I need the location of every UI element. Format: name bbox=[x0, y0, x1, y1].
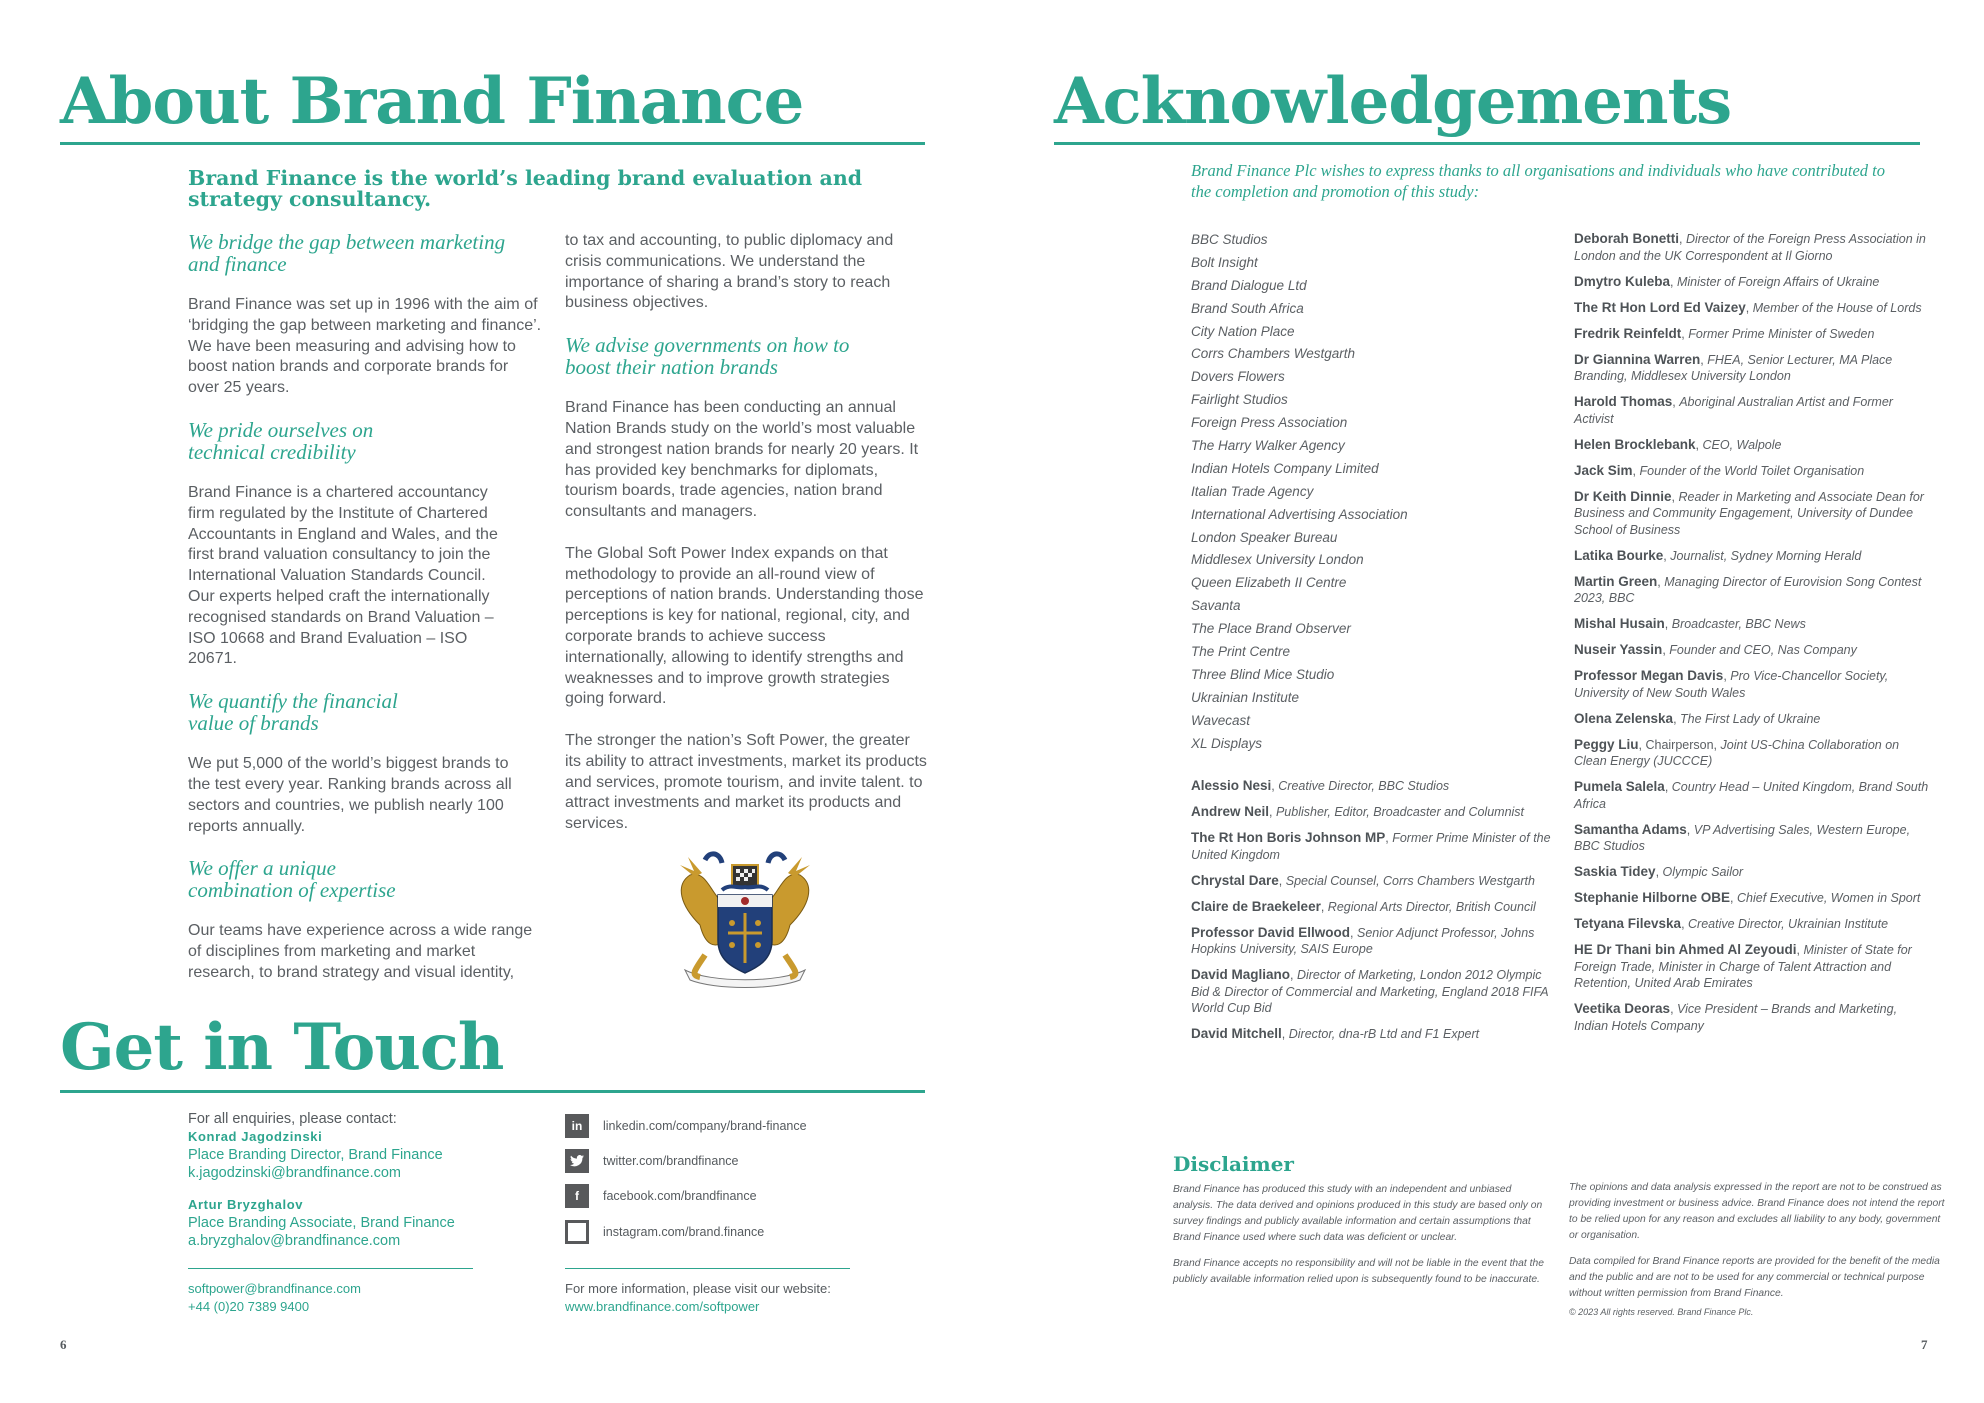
person-role: Director, dna-rB Ltd and F1 Expert bbox=[1288, 1027, 1480, 1041]
person-role: Country Head – United Kingdom, Brand South Africa bbox=[1574, 780, 1929, 811]
contact-divider bbox=[188, 1268, 473, 1269]
person-role: Member of the House of Lords bbox=[1752, 300, 1922, 315]
person-name: Chrystal Dare bbox=[1191, 872, 1279, 888]
person-name: Latika Bourke bbox=[1574, 547, 1664, 563]
person-entry: The Rt Hon Lord Ed Vaizey, Member of the House of Lords bbox=[1574, 299, 1922, 315]
contact-email-link[interactable]: a.bryzghalov@brandfinance.com bbox=[188, 1233, 401, 1249]
person-name: Dmytro Kuleba bbox=[1574, 273, 1671, 289]
person-entry: Olena Zelenska, The First Lady of Ukraine bbox=[1574, 710, 1821, 726]
person-name: Claire de Braekeleer bbox=[1191, 898, 1321, 914]
person-entry: David Mitchell, Director, dna-rB Ltd and F1 Expert bbox=[1191, 1026, 1480, 1041]
social-link-facebook[interactable] bbox=[565, 1184, 757, 1208]
person-role: Founder and CEO, Nas Company bbox=[1669, 643, 1857, 657]
person-entry: Fredrik Reinfeldt, Former Prime Minister of Sweden bbox=[1574, 325, 1875, 341]
person-entry: The Rt Hon Boris Johnson MP, Former Prime Minister of the United Kingdom bbox=[1191, 830, 1551, 862]
person-name: Nuseir Yassin bbox=[1574, 642, 1663, 657]
disclaimer-column-1 bbox=[1173, 1182, 1553, 1298]
organisation-item: International Advertising Association bbox=[1191, 506, 1408, 522]
person-role: Former Prime Minister of Sweden bbox=[1688, 326, 1875, 341]
section-body: The stronger the nation’s Soft Power, the greater its ability to attract investments, market its products and services, promote tourism, and invite talent. to attract investments and market its products and services. bbox=[565, 731, 927, 833]
person-entry: Peggy Liu, Chairperson, Joint US-China Collaboration on Clean Energy (JUCCCE) bbox=[1574, 736, 1900, 768]
person-role: Senior Adjunct Professor, Johns Hopkins University, SAIS Europe bbox=[1191, 925, 1535, 956]
person-name: Professor David Ellwood bbox=[1191, 924, 1351, 940]
person-role-plain: Chairperson, bbox=[1645, 737, 1718, 752]
person-name: Martin Green bbox=[1574, 573, 1658, 589]
person-role: Joint US-China Collaboration on Clean Energy (JUCCCE) bbox=[1574, 737, 1900, 768]
person-name: Veetika Deoras bbox=[1574, 1001, 1671, 1016]
about-column-1 bbox=[188, 231, 543, 984]
organisation-item: Ukrainian Institute bbox=[1191, 689, 1300, 705]
more-info-text: For more information, please visit our website: bbox=[565, 1281, 831, 1296]
person-entry: Jack Sim, Founder of the World Toilet Organisation bbox=[1574, 462, 1865, 478]
about-title: About Brand Finance bbox=[60, 64, 804, 139]
person-role: Director of the Foreign Press Association in London and the UK Correspondent at Il Giorno bbox=[1574, 232, 1926, 263]
social-link-twitter[interactable] bbox=[565, 1149, 739, 1173]
person-entry: Dr Keith Dinnie, Reader in Marketing and Associate Dean for Business and Community Engagement, University of Dundee School of Business bbox=[1574, 488, 1924, 537]
phone-number: +44 (0)20 7389 9400 bbox=[188, 1299, 310, 1314]
organisation-item: Bolt Insight bbox=[1191, 254, 1258, 270]
organisation-item: City Nation Place bbox=[1191, 323, 1295, 339]
organisation-item: Brand South Africa bbox=[1191, 300, 1304, 316]
organisation-item: Fairlight Studios bbox=[1191, 392, 1288, 408]
person-role: Reader in Marketing and Associate Dean for Business and Community Engagement, University of Dundee School of Business bbox=[1574, 489, 1924, 537]
person-role: CEO, Walpole bbox=[1702, 437, 1782, 452]
person-entry: Chrystal Dare, Special Counsel, Corrs Chambers Westgarth bbox=[1191, 872, 1535, 888]
person-entry: Professor Megan Davis, Pro Vice-Chancellor Society, University of New South Wales bbox=[1574, 668, 1889, 700]
person-role: Managing Director of Eurovision Song Contest 2023, BBC bbox=[1574, 574, 1922, 605]
person-entry: Stephanie Hilborne OBE, Chief Executive, Women in Sport bbox=[1574, 890, 1921, 905]
disclaimer-paragraph: Data compiled for Brand Finance reports are provided for the benefit of the media and the public and are not to be used for any commercial or technical purpose without written permission from Brand Finance. bbox=[1569, 1256, 1940, 1299]
person-entry: Tetyana Filevska, Creative Director, Ukrainian Institute bbox=[1574, 916, 1889, 931]
disclaimer-paragraph: Brand Finance has produced this study with an independent and unbiased analysis. The data derived and opinions produced in this study are based only on survey findings and publicly available information and certain assumptions that Brand Finance used where such data was deficient or unclear. bbox=[1173, 1184, 1543, 1243]
person-role: Chief Executive, Women in Sport bbox=[1736, 891, 1921, 905]
person-role: Creative Director, Ukrainian Institute bbox=[1688, 917, 1889, 931]
person-entry: Veetika Deoras, Vice President – Brands and Marketing, Indian Hotels Company bbox=[1574, 1001, 1898, 1033]
person-role: Pro Vice-Chancellor Society, University of New South Wales bbox=[1574, 669, 1889, 700]
person-entry: Alessio Nesi, Creative Director, BBC Studios bbox=[1191, 778, 1450, 793]
person-entry: Harold Thomas, Aboriginal Australian Artist and Former Activist bbox=[1574, 394, 1893, 426]
person-entry: Samantha Adams, VP Advertising Sales, Western Europe, BBC Studios bbox=[1574, 821, 1911, 853]
social-link-linkedin[interactable] bbox=[565, 1114, 807, 1138]
section-body: Brand Finance is a chartered accountancy firm regulated by the Institute of Chartered Accountants in England and Wales, and the first brand valuation consultancy to join the International Valuation Standards Council. Our experts helped craft the internationally recognised standards on Brand Valuation – ISO 10668 and Brand Evaluation – ISO 20671. bbox=[188, 483, 498, 668]
organisation-item: Foreign Press Association bbox=[1191, 415, 1348, 431]
contact-intro: For all enquiries, please contact: bbox=[188, 1111, 397, 1127]
person-name: David Magliano bbox=[1191, 967, 1291, 982]
person-role: Publisher, Editor, Broadcaster and Columnist bbox=[1275, 805, 1525, 819]
person-role: Minister of State for Foreign Trade, Minister in Charge of Talent Attraction and Retention, United Arab Emirates bbox=[1574, 943, 1912, 990]
facebook-icon: f bbox=[565, 1184, 589, 1208]
person-name: Pumela Salela bbox=[1574, 779, 1665, 794]
section-body: Our teams have experience across a wide range of disciplines from marketing and market research, to brand strategy and visual identity, bbox=[188, 922, 533, 981]
acknowledgements-rule bbox=[1054, 142, 1920, 145]
copyright: © 2023 All rights reserved. Brand Finance Plc. bbox=[1569, 1307, 1754, 1317]
organisations-list bbox=[1191, 229, 1551, 755]
person-entry: Martin Green, Managing Director of Eurovision Song Contest 2023, BBC bbox=[1574, 573, 1922, 605]
person-role: Journalist, Sydney Morning Herald bbox=[1670, 548, 1862, 563]
contact-rule bbox=[60, 1090, 925, 1093]
lead-statement: Brand Finance is the world’s leading brand evaluation and strategy consultancy. bbox=[188, 166, 863, 211]
person-name: Dr Giannina Warren bbox=[1574, 351, 1701, 367]
acknowledgements-title: Acknowledgements bbox=[1054, 64, 1732, 139]
person-entry: Dmytro Kuleba, Minister of Foreign Affairs of Ukraine bbox=[1574, 273, 1880, 289]
section-body: Brand Finance has been conducting an annual Nation Brands study on the world’s most valuable and strongest nation brands for nearly 20 years. It has provided key benchmarks for diplomats, tourism boards, trade agencies, nation brand consultants and managers. bbox=[565, 399, 919, 521]
person-name: Dr Keith Dinnie bbox=[1574, 488, 1672, 504]
person-role: Founder of the World Toilet Organisation bbox=[1639, 463, 1865, 478]
website-block bbox=[565, 1280, 831, 1316]
organisation-item: Corrs Chambers Westgarth bbox=[1191, 346, 1356, 362]
person-name: Helen Brocklebank bbox=[1574, 436, 1696, 452]
organisation-item: London Speaker Bureau bbox=[1191, 529, 1338, 545]
person-entry: Andrew Neil, Publisher, Editor, Broadcaster and Columnist bbox=[1191, 804, 1525, 819]
person-name: Professor Megan Davis bbox=[1574, 668, 1724, 683]
organisation-item: Dovers Flowers bbox=[1191, 369, 1285, 385]
person-name: Mishal Husain bbox=[1574, 616, 1665, 631]
person-role: Minister of Foreign Affairs of Ukraine bbox=[1676, 274, 1880, 289]
section-body: We put 5,000 of the world’s biggest brands to the test every year. Ranking brands across all sectors and countries, we publish nearly 100 reports annually. bbox=[188, 755, 512, 835]
disclaimer-paragraph: Brand Finance accepts no responsibility and will not be liable in the event that the publicly available information relied upon is subsequently found to be inaccurate. bbox=[1173, 1258, 1544, 1285]
page-number-left: 6 bbox=[60, 1337, 67, 1352]
organisation-item: XL Displays bbox=[1191, 735, 1263, 751]
contact-name: Konrad Jagodzinski bbox=[188, 1129, 323, 1144]
person-name: David Mitchell bbox=[1191, 1026, 1282, 1041]
person-role: Director of Marketing, London 2012 Olympic Bid & Director of Commercial and Marketing, England 2018 FIFA World Cup Bid bbox=[1191, 968, 1549, 1015]
organisation-item: Wavecast bbox=[1191, 712, 1251, 728]
social-link-text: twitter.com/brandfinance bbox=[603, 1154, 739, 1168]
about-column-2 bbox=[565, 231, 927, 835]
person-name: Stephanie Hilborne OBE bbox=[1574, 890, 1731, 905]
person-entry: Latika Bourke, Journalist, Sydney Morning Herald bbox=[1574, 547, 1862, 563]
continued-body: to tax and accounting, to public diplomacy and crisis communications. We understand the importance of sharing a brand’s story to reach business objectives. bbox=[565, 232, 894, 312]
instagram-icon bbox=[565, 1220, 589, 1244]
organisation-item: The Place Brand Observer bbox=[1191, 621, 1351, 637]
person-name: Harold Thomas bbox=[1574, 394, 1673, 409]
person-name: Olena Zelenska bbox=[1574, 710, 1674, 726]
social-link-text: facebook.com/brandfinance bbox=[603, 1189, 757, 1203]
person-name: Andrew Neil bbox=[1191, 804, 1270, 819]
acknowledgements-intro: Brand Finance Plc wishes to express thanks to all organisations and individuals who have contributed to the completion and promotion of this study: bbox=[1191, 161, 1886, 201]
section-heading: We advise governments on how to boost their nation brands bbox=[565, 333, 850, 380]
person-entry: Saskia Tidey, Olympic Sailor bbox=[1574, 864, 1744, 879]
person-role: Olympic Sailor bbox=[1662, 865, 1744, 879]
person-name: Peggy Liu bbox=[1574, 736, 1639, 752]
person-name: Jack Sim bbox=[1574, 462, 1633, 478]
section-heading: We pride ourselves on technical credibility bbox=[188, 417, 374, 464]
person-role: VP Advertising Sales, Western Europe, BBC Studios bbox=[1574, 822, 1911, 853]
section-heading: We offer a unique combination of expertise bbox=[188, 856, 396, 903]
section-heading: We quantify the financial value of brands bbox=[188, 689, 398, 736]
person-name: Saskia Tidey bbox=[1574, 864, 1656, 879]
organisation-item: Brand Dialogue Ltd bbox=[1191, 277, 1307, 293]
person-entry: Helen Brocklebank, CEO, Walpole bbox=[1574, 436, 1782, 452]
person-role: Creative Director, BBC Studios bbox=[1278, 779, 1450, 793]
social-link-text: instagram.com/brand.finance bbox=[603, 1225, 765, 1239]
person-name: HE Dr Thani bin Ahmed Al Zeyoudi bbox=[1574, 942, 1797, 957]
person-entry: David Magliano, Director of Marketing, London 2012 Olympic Bid & Director of Commercial and Marketing, England 2018 FIFA World Cup Bid bbox=[1191, 967, 1549, 1015]
website-divider bbox=[565, 1268, 850, 1269]
person-entry: Professor David Ellwood, Senior Adjunct Professor, Johns Hopkins University, SAIS Europe bbox=[1191, 924, 1535, 956]
person-name: Samantha Adams bbox=[1574, 821, 1687, 837]
contact-block bbox=[188, 1110, 488, 1250]
person-name: The Rt Hon Boris Johnson MP bbox=[1191, 830, 1386, 845]
organisation-item: The Harry Walker Agency bbox=[1191, 438, 1345, 454]
person-entry: Deborah Bonetti, Director of the Foreign Press Association in London and the UK Correspondent at Il Giorno bbox=[1574, 231, 1926, 263]
person-role: FHEA, Senior Lecturer, MA Place Branding, Middlesex University London bbox=[1574, 352, 1893, 383]
organisation-item: Indian Hotels Company Limited bbox=[1191, 460, 1379, 476]
organisation-item: Three Blind Mice Studio bbox=[1191, 666, 1335, 682]
person-name: The Rt Hon Lord Ed Vaizey bbox=[1574, 299, 1746, 315]
person-role: Former Prime Minister of the United Kingdom bbox=[1191, 831, 1551, 862]
contact-title: Get in Touch bbox=[60, 1010, 504, 1085]
website-link[interactable]: www.brandfinance.com/softpower bbox=[565, 1299, 760, 1314]
title-rule bbox=[60, 142, 925, 145]
contact-name: Artur Bryzghalov bbox=[188, 1197, 304, 1212]
organisation-item: The Print Centre bbox=[1191, 644, 1291, 660]
social-link-text: linkedin.com/company/brand-finance bbox=[603, 1119, 807, 1133]
person-role: The First Lady of Ukraine bbox=[1680, 711, 1821, 726]
organisation-item: Italian Trade Agency bbox=[1191, 483, 1314, 499]
section-body: Brand Finance was set up in 1996 with the aim of ‘bridging the gap between marketing and finance’. We have been measuring and advising how to boost nation brands and corporate brands for over 25 years. bbox=[188, 296, 542, 397]
person-role: Regional Arts Director, British Council bbox=[1327, 899, 1536, 914]
disclaimer-title: Disclaimer bbox=[1173, 1152, 1294, 1176]
person-role: Vice President – Brands and Marketing, Indian Hotels Company bbox=[1574, 1002, 1898, 1033]
person-role: Aboriginal Australian Artist and Former Activist bbox=[1574, 395, 1893, 426]
organisation-item: Savanta bbox=[1191, 598, 1241, 614]
coat-of-arms-image bbox=[650, 845, 840, 990]
section-heading: We bridge the gap between marketing and finance bbox=[188, 230, 506, 276]
disclaimer-paragraph: The opinions and data analysis expressed in the report are not to be construed as providing investment or business advice. Brand Finance does not intend the report to be relied upon for any reason and excludes all liability to any body, government or organisation. bbox=[1569, 1182, 1945, 1241]
person-entry: Claire de Braekeleer, Regional Arts Director, British Council bbox=[1191, 898, 1536, 914]
social-link-instagram[interactable] bbox=[565, 1220, 764, 1244]
people-list-2 bbox=[1574, 231, 1934, 1044]
person-entry: Dr Giannina Warren, FHEA, Senior Lecturer, MA Place Branding, Middlesex University London bbox=[1574, 351, 1893, 383]
organisation-item: Middlesex University London bbox=[1191, 552, 1364, 568]
general-contact bbox=[188, 1280, 361, 1316]
person-name: Tetyana Filevska bbox=[1574, 916, 1682, 931]
person-name: Deborah Bonetti bbox=[1574, 231, 1680, 246]
contact-role: Place Branding Director, Brand Finance bbox=[188, 1147, 443, 1163]
general-email-link[interactable]: softpower@brandfinance.com bbox=[188, 1281, 361, 1296]
contact-role: Place Branding Associate, Brand Finance bbox=[188, 1215, 455, 1231]
page-number-right: 7 bbox=[1921, 1337, 1928, 1352]
disclaimer-column-2 bbox=[1569, 1180, 1949, 1320]
person-name: Fredrik Reinfeldt bbox=[1574, 325, 1682, 341]
person-entry: Mishal Husain, Broadcaster, BBC News bbox=[1574, 616, 1806, 631]
person-entry: HE Dr Thani bin Ahmed Al Zeyoudi, Minister of State for Foreign Trade, Minister in Charge of Talent Attraction and Retention, United Arab Emirates bbox=[1574, 942, 1912, 990]
person-name: Alessio Nesi bbox=[1191, 778, 1272, 793]
person-entry: Pumela Salela, Country Head – United Kingdom, Brand South Africa bbox=[1574, 779, 1929, 811]
people-list-1 bbox=[1191, 778, 1553, 1052]
linkedin-icon: in bbox=[565, 1114, 589, 1138]
contact-email-link[interactable]: k.jagodzinski@brandfinance.com bbox=[188, 1165, 401, 1181]
person-role: Broadcaster, BBC News bbox=[1671, 617, 1806, 631]
person-role: Special Counsel, Corrs Chambers Westgarth bbox=[1285, 873, 1535, 888]
section-body: The Global Soft Power Index expands on that methodology to provide an all-round view of perceptions of nation brands. Understanding those perceptions is key for national, regional, city, and corporate brands to achieve success internationally, allowing to identify strengths and weaknesses and to improve growth strategies going forward. bbox=[565, 544, 924, 708]
organisation-item: Queen Elizabeth II Centre bbox=[1191, 575, 1347, 591]
person-entry: Nuseir Yassin, Founder and CEO, Nas Company bbox=[1574, 642, 1857, 657]
organisation-item: BBC Studios bbox=[1191, 232, 1268, 247]
twitter-icon bbox=[565, 1149, 589, 1173]
